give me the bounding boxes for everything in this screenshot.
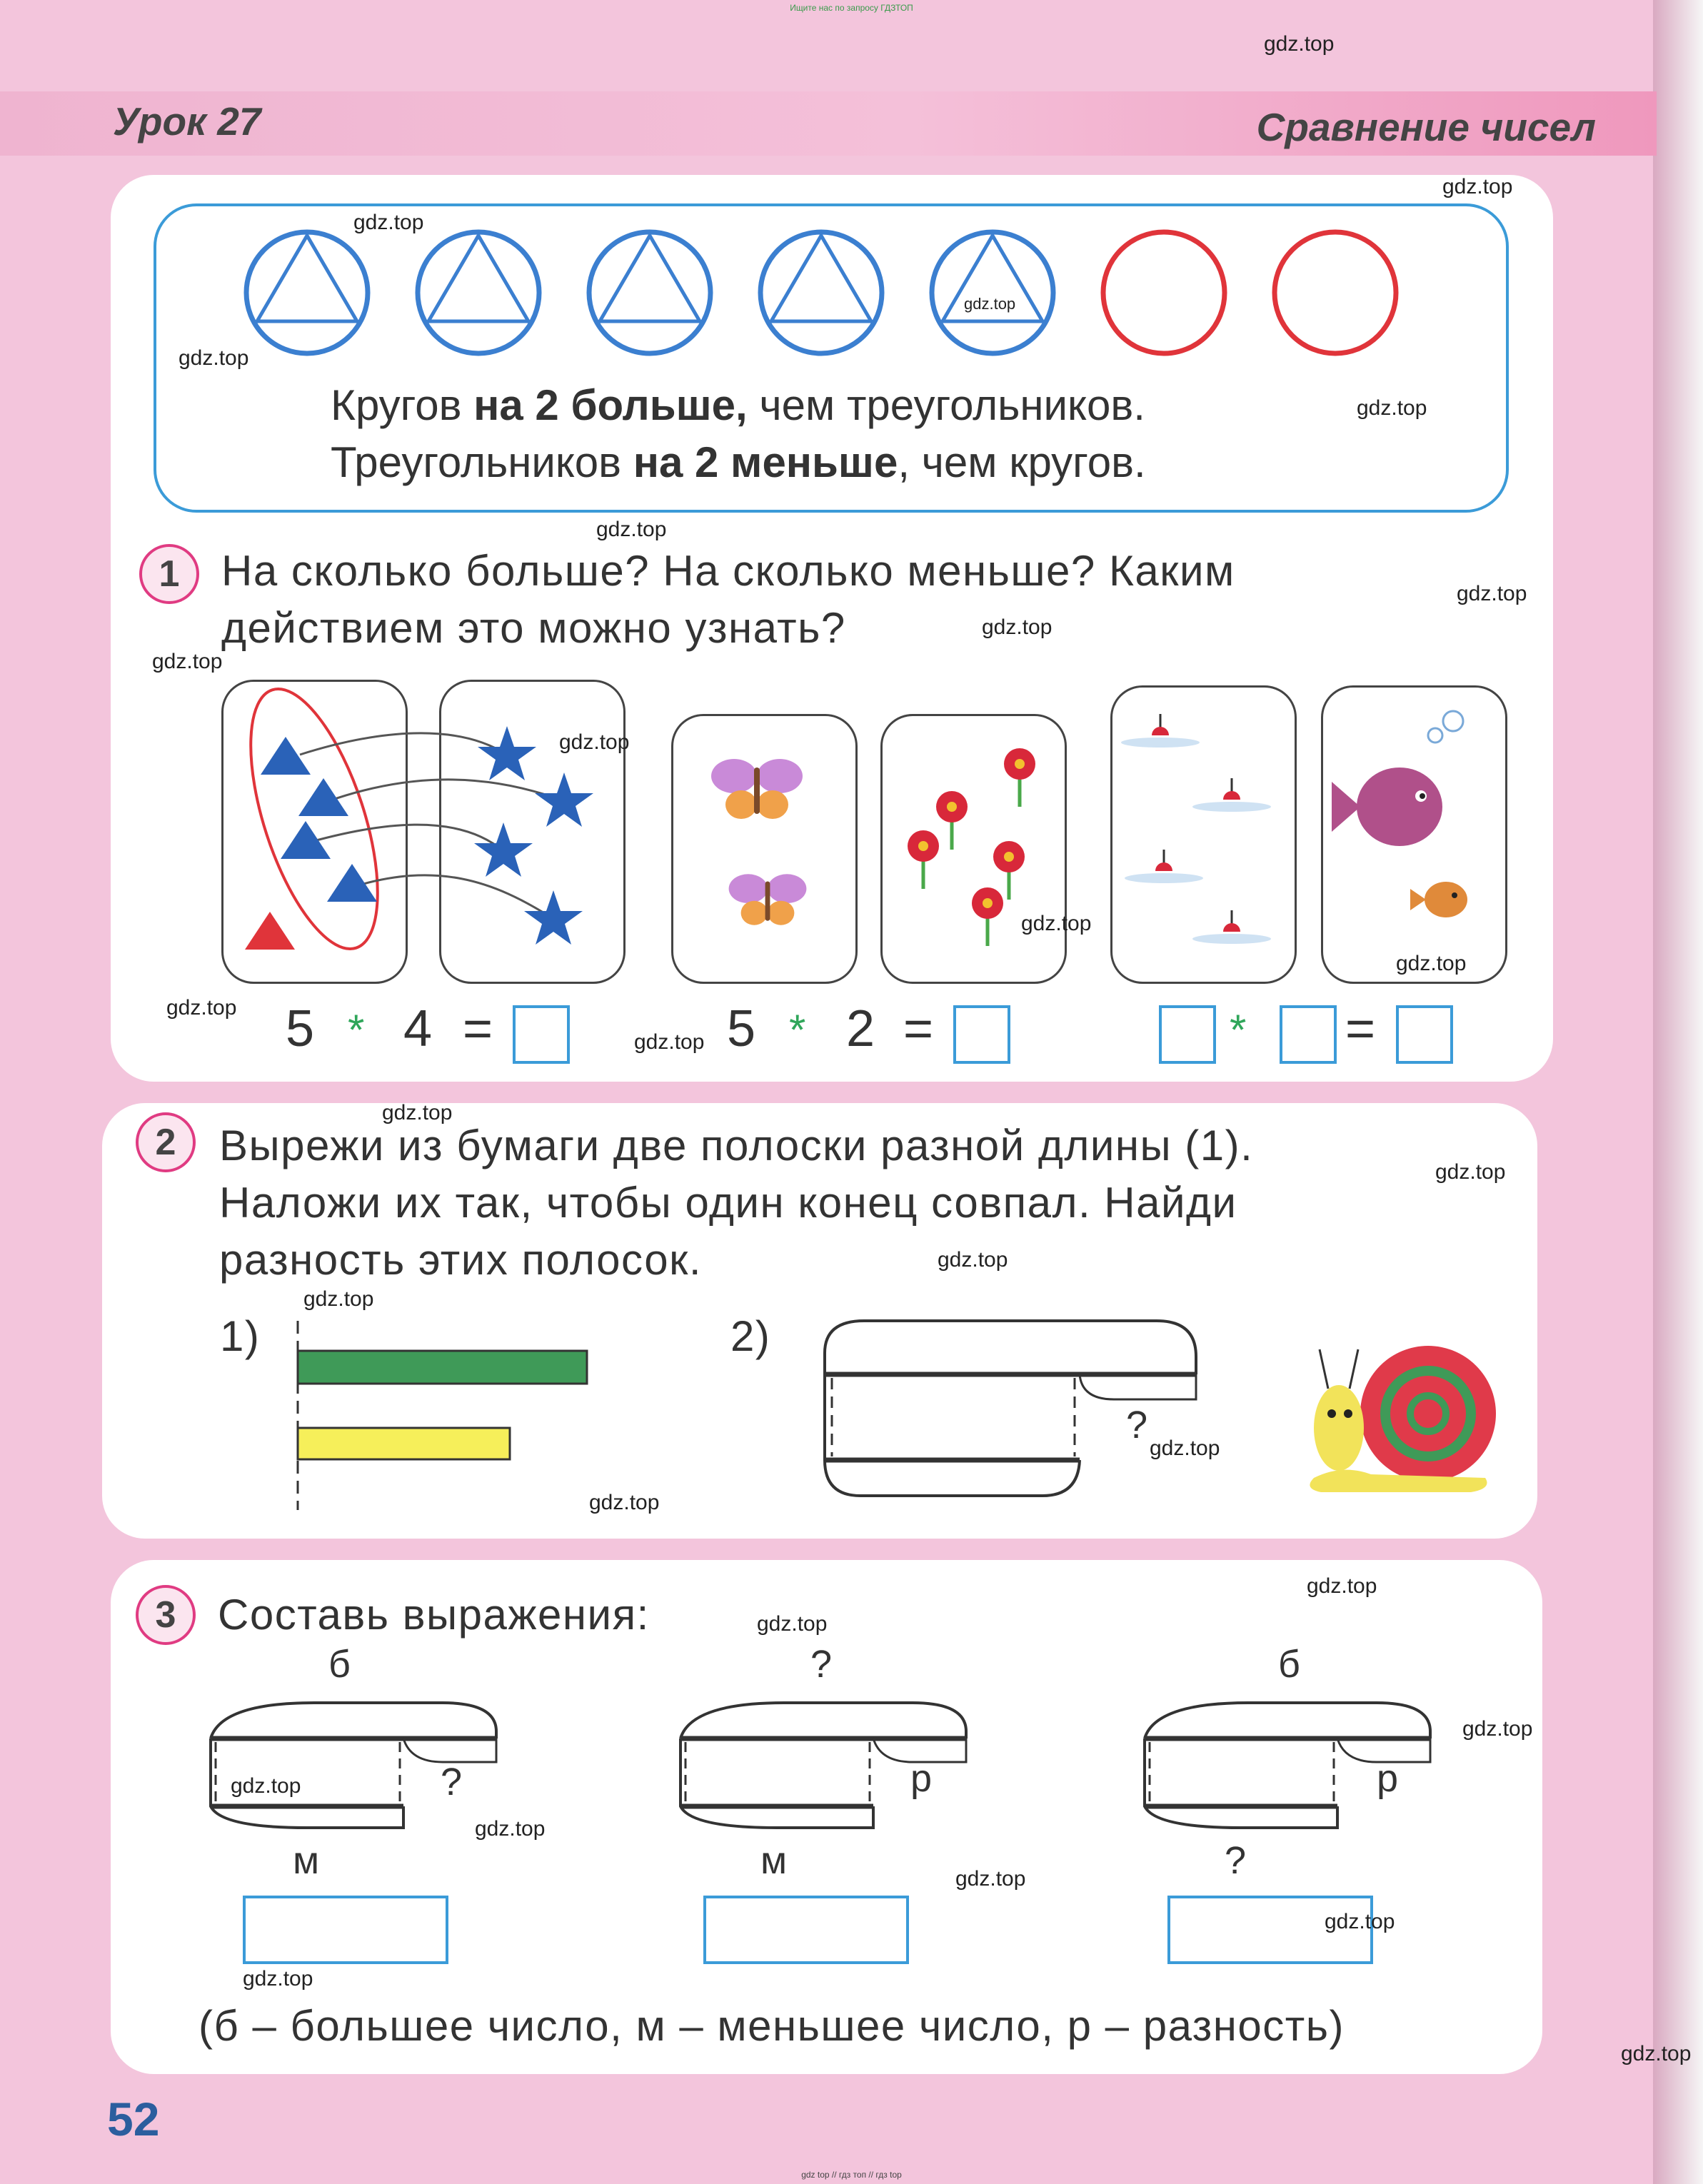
intro-line-1: Кругов на 2 больше, чем треугольников. <box>331 381 1145 429</box>
circle-triangle-4 <box>760 232 882 353</box>
expression-box-2[interactable] <box>703 1896 909 1964</box>
small-fish-icon <box>1410 882 1467 917</box>
bubble-icon <box>1428 728 1442 743</box>
expression-box-1[interactable] <box>243 1896 448 1964</box>
blue-star <box>474 822 533 877</box>
bottom-note: gdz top // гдз топ // гдз top <box>801 2170 902 2180</box>
watermark: gdz.top <box>1442 175 1513 198</box>
watermark: gdz.top <box>475 1817 546 1841</box>
blue-star <box>478 726 536 780</box>
paper-strips-figure <box>286 1321 600 1517</box>
watermark: gdz.top <box>179 346 249 370</box>
green-strip <box>298 1351 587 1384</box>
eq1-star-icon: * <box>348 1006 365 1054</box>
task-3-legend: (б – большее число, м – меньшее число, р – разность) <box>199 2002 1345 2050</box>
float-icon <box>1192 910 1271 944</box>
flower-icon <box>908 830 939 889</box>
diagram-3a-right: ? <box>441 1761 463 1803</box>
float-icon <box>1125 850 1203 883</box>
eq3-star-icon: * <box>1230 1006 1247 1054</box>
blue-star <box>524 890 583 945</box>
flowers-figure <box>880 714 1063 980</box>
flower-icon <box>936 791 968 850</box>
eq3-first-box[interactable] <box>1159 1005 1216 1064</box>
diagram-3a-top: б <box>328 1643 351 1686</box>
watermark: gdz.top <box>634 1030 705 1054</box>
watermark: gdz.top <box>1457 582 1527 605</box>
butterfly-icon <box>729 874 807 925</box>
float-icon <box>1192 778 1271 812</box>
circle-triangle-1 <box>246 232 368 353</box>
eq1-equals: = <box>463 1000 493 1057</box>
watermark: gdz.top <box>559 730 630 754</box>
diagram-3a-bottom: м <box>293 1839 320 1882</box>
watermark: gdz.top <box>938 1248 1008 1272</box>
task-3-number: 3 <box>136 1585 196 1645</box>
task-2-number: 2 <box>136 1112 196 1172</box>
eq1-answer-box[interactable] <box>513 1005 570 1064</box>
eq2-a: 5 <box>727 1000 756 1057</box>
eq2-star-icon: * <box>789 1006 806 1054</box>
diagram-3c-right: р <box>1377 1757 1399 1800</box>
diagram-2-question: ? <box>1126 1404 1148 1446</box>
task-1-number: 1 <box>139 544 199 604</box>
flower-icon <box>993 841 1025 900</box>
eq2-answer-box[interactable] <box>953 1005 1010 1064</box>
watermark: gdz.top <box>353 211 424 234</box>
watermark: gdz.top <box>1396 952 1467 975</box>
strips-label-1: 1) <box>220 1312 261 1360</box>
red-circle-2 <box>1275 232 1396 353</box>
float-icon <box>1121 714 1200 748</box>
task-2-line-1: Вырежи из бумаги две полоски разной длины (1). <box>219 1122 1254 1169</box>
diagram-3b-top: ? <box>810 1643 833 1686</box>
watermark: gdz.top <box>243 1967 313 1991</box>
group-oval <box>225 680 404 963</box>
flower-icon <box>972 887 1003 946</box>
eq2-equals: = <box>903 1000 934 1057</box>
watermark: gdz.top <box>1357 396 1427 420</box>
watermark: gdz.top <box>1307 1574 1377 1598</box>
eq1-a: 5 <box>286 1000 315 1057</box>
watermark: gdz.top <box>1264 32 1335 56</box>
shapes-row <box>236 225 1435 361</box>
watermark: gdz.top <box>1462 1717 1533 1741</box>
yellow-strip <box>298 1428 510 1459</box>
diagram-3c-top: б <box>1278 1643 1300 1686</box>
watermark: gdz.top <box>1325 1910 1395 1933</box>
watermark: gdz.top <box>166 996 237 1020</box>
watermark: gdz.top <box>152 650 223 673</box>
red-triangle <box>245 912 295 950</box>
task-3-title: Составь выражения: <box>218 1591 650 1639</box>
blue-triangle <box>261 737 311 775</box>
watermark: gdz.top <box>757 1612 828 1636</box>
circle-triangle-5 <box>932 232 1053 353</box>
task-1-line-2: действием это можно узнать? <box>221 604 846 652</box>
task-1-line-1: На сколько больше? На сколько меньше? Каким <box>221 547 1235 595</box>
diagram-3c-bottom: ? <box>1225 1839 1247 1882</box>
watermark: gdz.top <box>982 615 1053 639</box>
butterflies-figure <box>671 714 853 980</box>
eq3-second-box[interactable] <box>1280 1005 1337 1064</box>
flower-icon <box>1004 748 1035 807</box>
blue-triangle <box>281 821 331 859</box>
watermark: gdz.top <box>955 1867 1026 1891</box>
diagram-3b-bottom: м <box>760 1839 788 1882</box>
topic-title: Сравнение чисел <box>1256 105 1596 149</box>
watermark: gdz.top <box>1021 912 1092 935</box>
snail-icon <box>1300 1335 1507 1499</box>
fish-figure <box>1321 685 1503 980</box>
watermark: gdz.top <box>1621 2042 1692 2065</box>
task-2-line-3: разность этих полосок. <box>219 1236 703 1284</box>
task-2-line-2: Наложи их так, чтобы один конец совпал. Найди <box>219 1179 1237 1227</box>
butterfly-icon <box>711 759 803 819</box>
triangles-stars-figure <box>221 680 621 980</box>
eq3-answer-box[interactable] <box>1396 1005 1453 1064</box>
intro-line-2: Треугольников на 2 меньше, чем кругов. <box>331 438 1146 486</box>
page-edge-shadow <box>1653 0 1703 2184</box>
floats-figure <box>1110 685 1292 980</box>
red-circle-1 <box>1103 232 1225 353</box>
watermark: gdz.top <box>596 518 667 541</box>
eq1-b: 4 <box>403 1000 433 1057</box>
strips-label-2: 2) <box>730 1312 771 1360</box>
watermark: gdz.top <box>589 1491 660 1514</box>
lesson-title: Урок 27 <box>113 99 261 144</box>
watermark: gdz.top <box>1435 1160 1506 1184</box>
watermark: gdz.top <box>1150 1436 1220 1460</box>
watermark: gdz.top <box>964 295 1016 313</box>
bubble-icon <box>1443 711 1463 731</box>
page-number: 52 <box>107 2093 160 2145</box>
segment-diagram-2 <box>821 1317 1210 1503</box>
eq3-equals: = <box>1345 1000 1376 1057</box>
watermark: gdz.top <box>303 1287 374 1311</box>
watermark: gdz.top <box>231 1774 301 1798</box>
watermark: gdz.top <box>382 1101 453 1124</box>
blue-star <box>535 773 593 827</box>
eq2-b: 2 <box>846 1000 875 1057</box>
top-note: Ищите нас по запросу ГДЗТОП <box>790 3 913 13</box>
fish-icon <box>1332 768 1442 846</box>
circle-triangle-2 <box>418 232 539 353</box>
diagram-3b-right: р <box>910 1757 933 1800</box>
circle-triangle-3 <box>589 232 710 353</box>
